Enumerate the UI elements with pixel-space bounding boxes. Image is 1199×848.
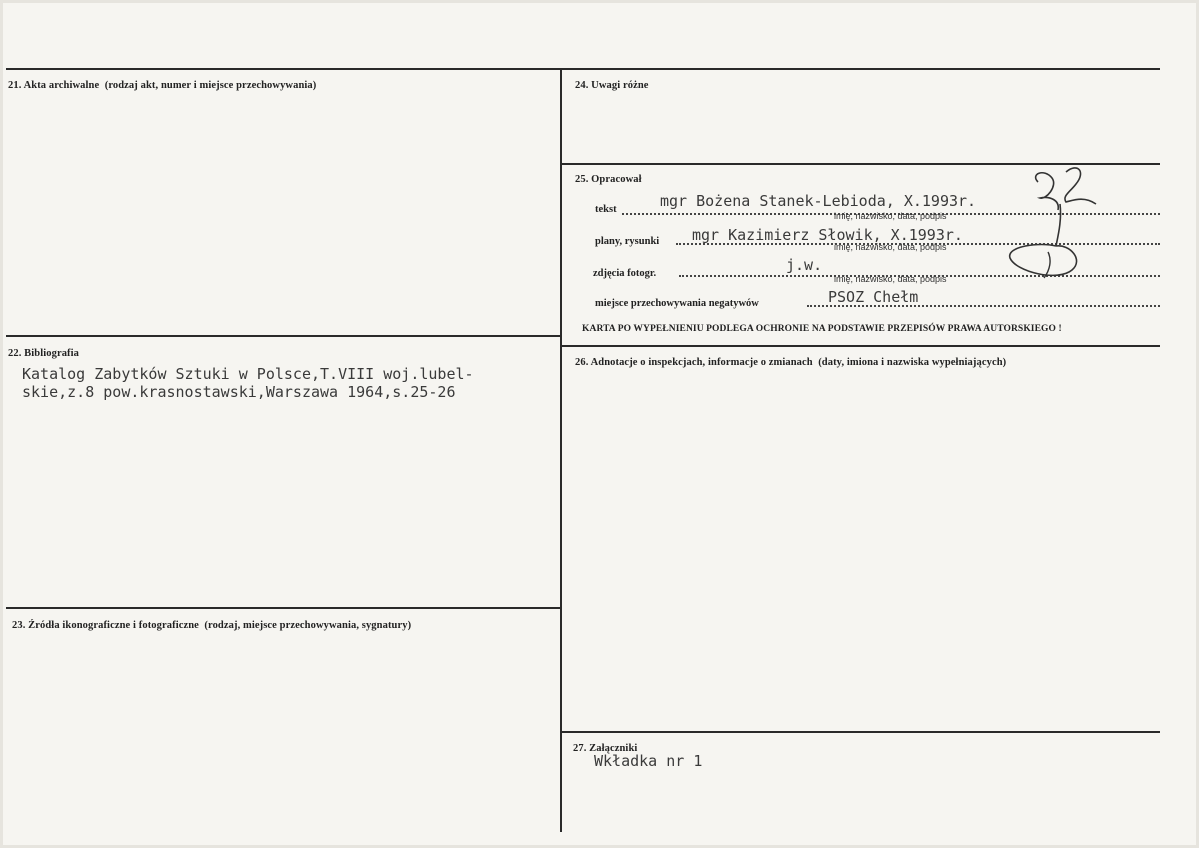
section-26-subtitle: (daty, imiona i nazwiska wypełniających) xyxy=(818,357,1007,368)
row-plans-label: plany, rysunki xyxy=(595,236,660,247)
row-photos-hint: imię, nazwisko, data, podpis xyxy=(834,274,947,284)
top-rule xyxy=(6,68,1160,70)
row-text-label: tekst xyxy=(595,204,617,215)
row-text-hint: imię, nazwisko, data, podpis xyxy=(834,211,947,221)
rule-26-27 xyxy=(561,731,1160,733)
copyright-notice: KARTA PO WYPEŁNIENIU PODLEGA OCHRONIE NA PODSTAWIE PRZEPISÓW PRAWA AUTORSKIEGO ! xyxy=(582,324,1062,334)
row-text-value: mgr Bożena Stanek-Lebioda, X.1993r. xyxy=(660,192,977,210)
row-photos-label: zdjęcia fotogr. xyxy=(593,268,657,279)
section-27-label: 27. Załączniki xyxy=(573,743,638,754)
section-23-label xyxy=(12,620,411,631)
section-23-subtitle: (rodzaj, miejsce przechowywania, sygnatury) xyxy=(204,620,412,631)
bibliography-line-1: Katalog Zabytków Sztuki w Polsce,T.VIII woj.lubel- xyxy=(22,365,474,383)
attachments-value: Wkładka nr 1 xyxy=(594,752,703,770)
section-24-label: 24. Uwagi różne xyxy=(575,80,649,91)
section-21-label xyxy=(8,80,316,91)
signature-handwritten xyxy=(1000,160,1110,285)
row-photos-value: j.w. xyxy=(786,256,823,274)
section-26-title: 26. Adnotacje o inspekcjach, informacje o zmianach xyxy=(575,357,813,368)
center-divider xyxy=(560,68,562,832)
rule-25-26 xyxy=(561,345,1160,347)
row-negatives-value: PSOZ Chełm xyxy=(828,288,919,306)
rule-21-22 xyxy=(6,335,561,337)
section-21-title: 21. Akta archiwalne xyxy=(8,80,100,91)
section-21-subtitle: (rodzaj akt, numer i miejsce przechowywania) xyxy=(104,80,317,91)
rule-22-23 xyxy=(6,607,561,609)
section-22-label: 22. Bibliografia xyxy=(8,348,80,359)
section-23-title: 23. Źródła ikonograficzne i fotograficzne xyxy=(12,620,199,631)
row-plans-value: mgr Kazimierz Słowik, X.1993r. xyxy=(692,226,963,244)
row-plans-hint: imię, nazwisko, data, podpis xyxy=(834,242,947,252)
bibliography-line-2: skie,z.8 pow.krasnostawski,Warszawa 1964,s.25-26 xyxy=(22,383,456,401)
section-26-label xyxy=(575,357,1006,368)
row-negatives-label: miejsce przechowywania negatywów xyxy=(595,298,759,309)
section-25-label: 25. Opracował xyxy=(575,174,642,185)
